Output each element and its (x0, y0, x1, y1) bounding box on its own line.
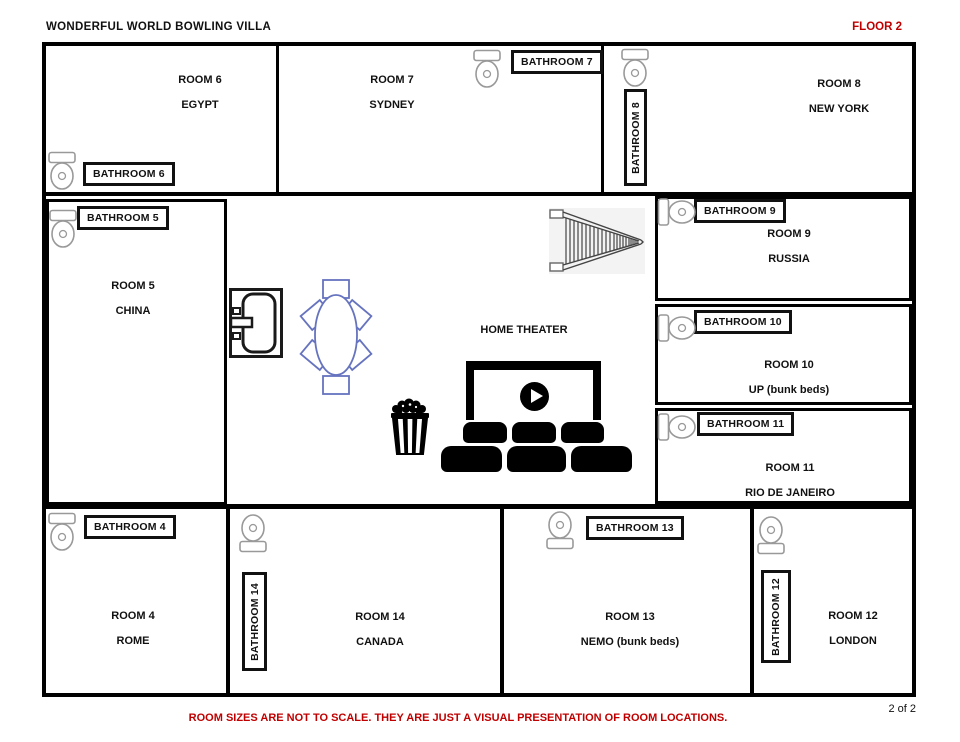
toilet-icon (756, 515, 786, 555)
bathroom-label-text: BATHROOM 12 (770, 577, 782, 656)
bathroom-label-text: BATHROOM 14 (248, 582, 261, 661)
room-name: ROOM 9 (767, 228, 811, 240)
theater-seat-icon (561, 422, 604, 443)
room-name: ROOM 7 (370, 74, 414, 86)
scale-disclaimer: ROOM SIZES ARE NOT TO SCALE. THEY ARE JUST A VISUAL PRESENTATION OF ROOM LOCATIONS. (188, 712, 728, 724)
toilet-icon (238, 513, 268, 553)
toilet-icon (620, 48, 650, 88)
room-7-label (312, 74, 472, 112)
room-name: ROOM 14 (355, 611, 405, 623)
room-12-label (773, 610, 933, 648)
room-city: SYDNEY (369, 99, 415, 111)
room-name: ROOM 10 (764, 359, 814, 371)
room-13-label (550, 611, 710, 649)
room-city: NEMO (bunk beds) (580, 636, 680, 648)
bathroom-5-label (77, 206, 169, 230)
bathroom-7-label (511, 50, 603, 74)
room-city: RIO DE JANEIRO (745, 487, 835, 499)
theater-seat-icon (463, 422, 507, 443)
room-name: ROOM 5 (111, 280, 155, 292)
bathroom-label-text: BATHROOM 9 (704, 205, 776, 217)
bathroom-14-label (242, 572, 267, 671)
wall (46, 504, 912, 509)
bathroom-4-label (84, 515, 176, 539)
wall (226, 509, 230, 693)
bathroom-label-text: BATHROOM 11 (707, 418, 785, 430)
theater-seat-icon (571, 446, 632, 472)
room-city: EGYPT (181, 99, 219, 111)
theater-seat-icon (512, 422, 556, 443)
bathroom-label-text: BATHROOM 6 (93, 168, 165, 180)
bathroom-label-text: BATHROOM 4 (94, 521, 166, 533)
toilet-icon (472, 49, 502, 89)
bathroom-8-label (624, 89, 647, 186)
theater-seat-icon (507, 446, 566, 472)
room-name: ROOM 6 (178, 74, 222, 86)
toilet-icon (47, 151, 77, 191)
dining-table-icon (298, 279, 374, 395)
room-name: ROOM 11 (765, 462, 815, 474)
room-city: LONDON (829, 635, 877, 647)
floor-label: FLOOR 2 (852, 21, 902, 33)
room-11-label (710, 462, 870, 500)
bathroom-12-label (761, 570, 791, 663)
bathroom-label-text: BATHROOM 8 (629, 101, 642, 174)
room-10-label (709, 359, 869, 397)
page-indicator: 2 of 2 (888, 703, 916, 715)
room-name: ROOM 8 (817, 78, 861, 90)
room-name: ROOM 4 (111, 610, 155, 622)
toilet-icon (47, 512, 77, 552)
bathroom-label-text: BATHROOM 10 (704, 316, 782, 328)
bathroom-label-text: BATHROOM 7 (521, 56, 593, 68)
home-theater-label: HOME THEATER (480, 324, 568, 336)
toilet-icon (545, 510, 575, 550)
room-city: NEW YORK (808, 103, 870, 115)
room-city: ROME (116, 635, 150, 647)
bathroom-13-label (586, 516, 684, 540)
room-8-label (759, 78, 919, 116)
wall (500, 509, 504, 693)
room-5-label (53, 280, 213, 318)
toilet-icon (48, 209, 78, 249)
toilet-icon (657, 412, 697, 442)
theater-seat-icon (441, 446, 502, 472)
page-title: WONDERFUL WORLD BOWLING VILLA (46, 21, 272, 33)
sink-icon (229, 288, 283, 358)
room-6-label (120, 74, 280, 112)
room-name: ROOM 13 (605, 611, 655, 623)
room-4-label (53, 610, 213, 648)
play-icon (520, 382, 549, 411)
room-9-label (709, 228, 869, 266)
toilet-icon (657, 197, 697, 227)
bathroom-10-label (694, 310, 792, 334)
toilet-icon (657, 313, 697, 343)
wall (276, 46, 279, 193)
popcorn-icon (389, 396, 431, 458)
room-14-label (300, 611, 460, 649)
room-city: CHINA (115, 305, 151, 317)
wall (750, 509, 754, 693)
bathroom-label-text: BATHROOM 13 (596, 522, 674, 534)
room-city: UP (bunk beds) (748, 384, 830, 396)
room-city: RUSSIA (768, 253, 810, 265)
bathroom-9-label (694, 199, 786, 223)
bathroom-label-text: BATHROOM 5 (87, 212, 159, 224)
room-name: ROOM 12 (828, 610, 878, 622)
room-city: CANADA (356, 636, 404, 648)
bathroom-11-label (697, 412, 794, 436)
bathroom-6-label (83, 162, 175, 186)
stairs-icon (549, 208, 645, 274)
